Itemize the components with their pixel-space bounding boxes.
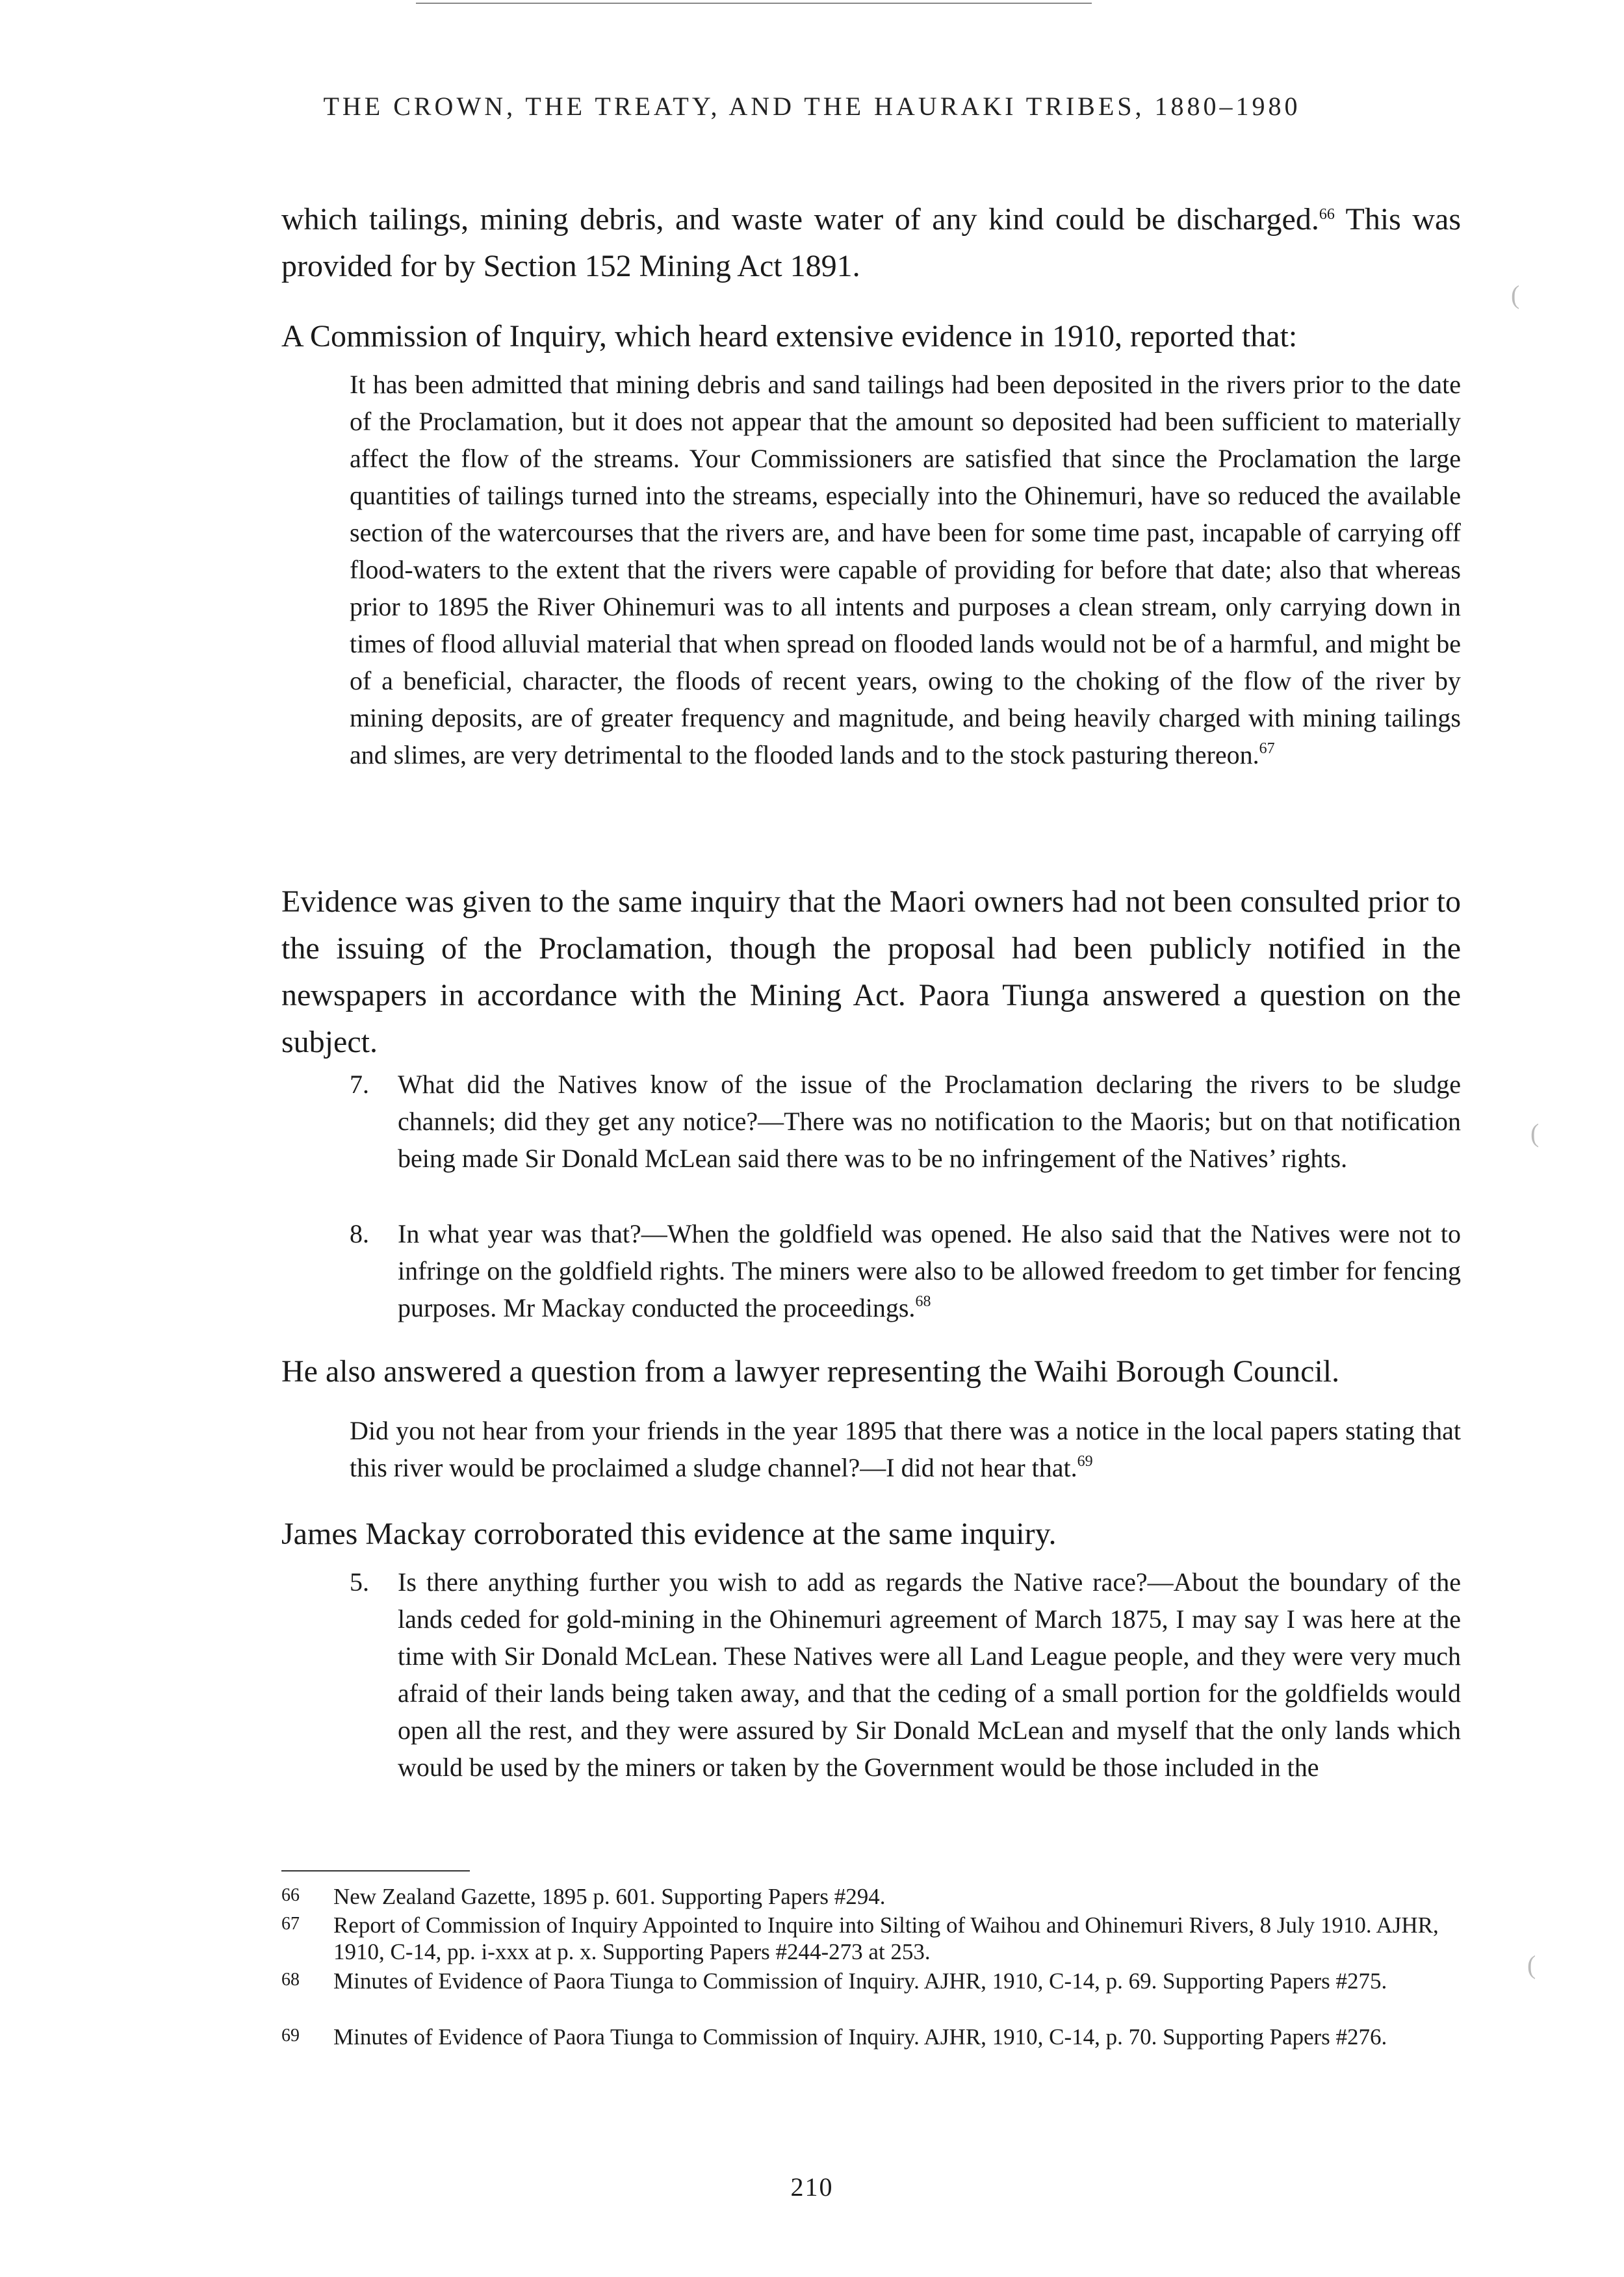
footnote-number: 66 [281, 1885, 300, 1905]
footnote-separator [281, 1870, 470, 1872]
quote-item-7 [350, 1066, 1461, 1177]
paragraph-1 [281, 196, 1461, 290]
footnote-number: 67 [281, 1914, 300, 1934]
quote-item-5 [350, 1563, 1461, 1786]
quote-item-8-text: In what year was that?—When the goldfield was opened. He also said that the Natives were not to infringe on the goldfield rights. The miners were also to be allowed freedom to get timber for fencing purposes. Mr Mackay conducted the proceedings. [398, 1219, 1461, 1322]
footnote-number: 68 [281, 1970, 300, 1990]
paragraph-5: James Mackay corroborated this evidence at the same inquiry. [281, 1517, 1057, 1551]
quote-item-8 [350, 1215, 1461, 1326]
quote-item-number: 7. [350, 1070, 369, 1099]
paragraph-3: Evidence was given to the same inquiry that the Maori owners had not been consulted prior to the issuing of the Proclamation, though the proposal had been publicly notified in the newspapers in accordance with the Mining Act. Paora Tiunga answered a question on the subject. [281, 884, 1461, 1059]
footnote-ref-67: 67 [1259, 740, 1275, 757]
footnote-67 [281, 1912, 1461, 1965]
page-number: 210 [790, 2172, 834, 2202]
footnote-66 [281, 1883, 1461, 1910]
footnote-text: Minutes of Evidence of Paora Tiunga to Commission of Inquiry. AJHR, 1910, C-14, p. 69. Supporting Papers #275. [333, 1968, 1387, 1994]
margin-bracket-mark: ( [1530, 1118, 1540, 1148]
running-header: THE CROWN, THE TREATY, AND THE HAURAKI TRIBES, 1880–1980 [323, 92, 1301, 121]
paragraph-1-end: This was provided for by Section 152 Mining Act 1891. [281, 202, 1461, 283]
top-rule [416, 3, 1092, 4]
footnote-number: 69 [281, 2026, 300, 2046]
quote-item-text: What did the Natives know of the issue of the Proclamation declaring the rivers to be sludge channels; did they get any notice?—There was no notification to the Maoris; but on that notification being made Sir Donald McLean said there was to be no infringement of the Natives’ rights. [398, 1070, 1461, 1173]
block-quote-lawyer-text: Did you not hear from your friends in the year 1895 that there was a notice in the local papers stating that this river would be proclaimed a sludge channel?—I did not hear that. [350, 1416, 1461, 1482]
footnote-69 [281, 2024, 1461, 2050]
block-quote-commission [350, 366, 1461, 773]
block-quote-commission-text: It has been admitted that mining debris and sand tailings had been deposited in the rivers prior to the date of the Proclamation, but it does not appear that the amount so deposited had been sufficient to materially affect the flow of the streams. Your Commissioners are satisfied that since the Proclamation the large quantities of tailings turned into the streams, especially into the Ohinemuri, have so reduced the available section of the watercourses that the rivers are, and have been for some time past, incapable of carrying off flood-waters to the extent that the rivers were capable of providing for before that date; also that whereas prior to 1895 the River Ohinemuri was to all intents and purposes a clean stream, only carrying down in times of flood alluvial material that when spread on flooded lands would not be of a harmful, and might be of a beneficial, character, the floods of recent years, owing to the choking of the flow of the river by mining deposits, are of greater frequency and magnitude, and being heavily charged with mining tailings and slimes, are very detrimental to the flooded lands and to the stock pasturing thereon. [350, 370, 1461, 769]
footnote-text: New Zealand Gazette, 1895 p. 601. Supporting Papers #294. [333, 1884, 886, 1909]
quote-item-number: 5. [350, 1567, 369, 1597]
block-quote-lawyer [350, 1412, 1461, 1486]
footnote-ref-69: 69 [1077, 1453, 1093, 1470]
quote-item-number: 8. [350, 1219, 369, 1248]
paragraph-4: He also answered a question from a lawyer representing the Waihi Borough Council. [281, 1354, 1340, 1389]
footnote-ref-66: 66 [1319, 206, 1335, 223]
paragraph-1-text: which tailings, mining debris, and waste water of any kind could be discharged. [281, 202, 1319, 237]
footnote-ref-68: 68 [915, 1293, 931, 1310]
quote-item-text: Is there anything further you wish to add as regards the Native race?—About the boundary of the lands ceded for gold-mining in the Ohinemuri agreement of March 1875, I may say I was here at the time with Sir Donald McLean. These Natives were all Land League people, and they were very much afraid of their lands being taken away, and that the ceding of a small portion for the goldfields would open all the rest, and they were assured by Sir Donald McLean and myself that the only lands which would be used by the miners or taken by the Government would be those included in the [398, 1567, 1461, 1782]
margin-bracket-mark: ( [1511, 280, 1520, 309]
quote-item-text [398, 1215, 1461, 1326]
footnote-text: Report of Commission of Inquiry Appointed to Inquire into Silting of Waihou and Ohinemuri Rivers, 8 July 1910. AJHR, 1910, C-14, pp. i-xxx at p. x. Supporting Papers #244-273 at 253. [333, 1912, 1439, 1964]
paragraph-2: A Commission of Inquiry, which heard extensive evidence in 1910, reported that: [281, 319, 1298, 354]
footnote-68 [281, 1968, 1461, 1994]
footnote-text: Minutes of Evidence of Paora Tiunga to Commission of Inquiry. AJHR, 1910, C-14, p. 70. Supporting Papers #276. [333, 2024, 1387, 2050]
margin-bracket-mark: ( [1527, 1950, 1536, 1979]
